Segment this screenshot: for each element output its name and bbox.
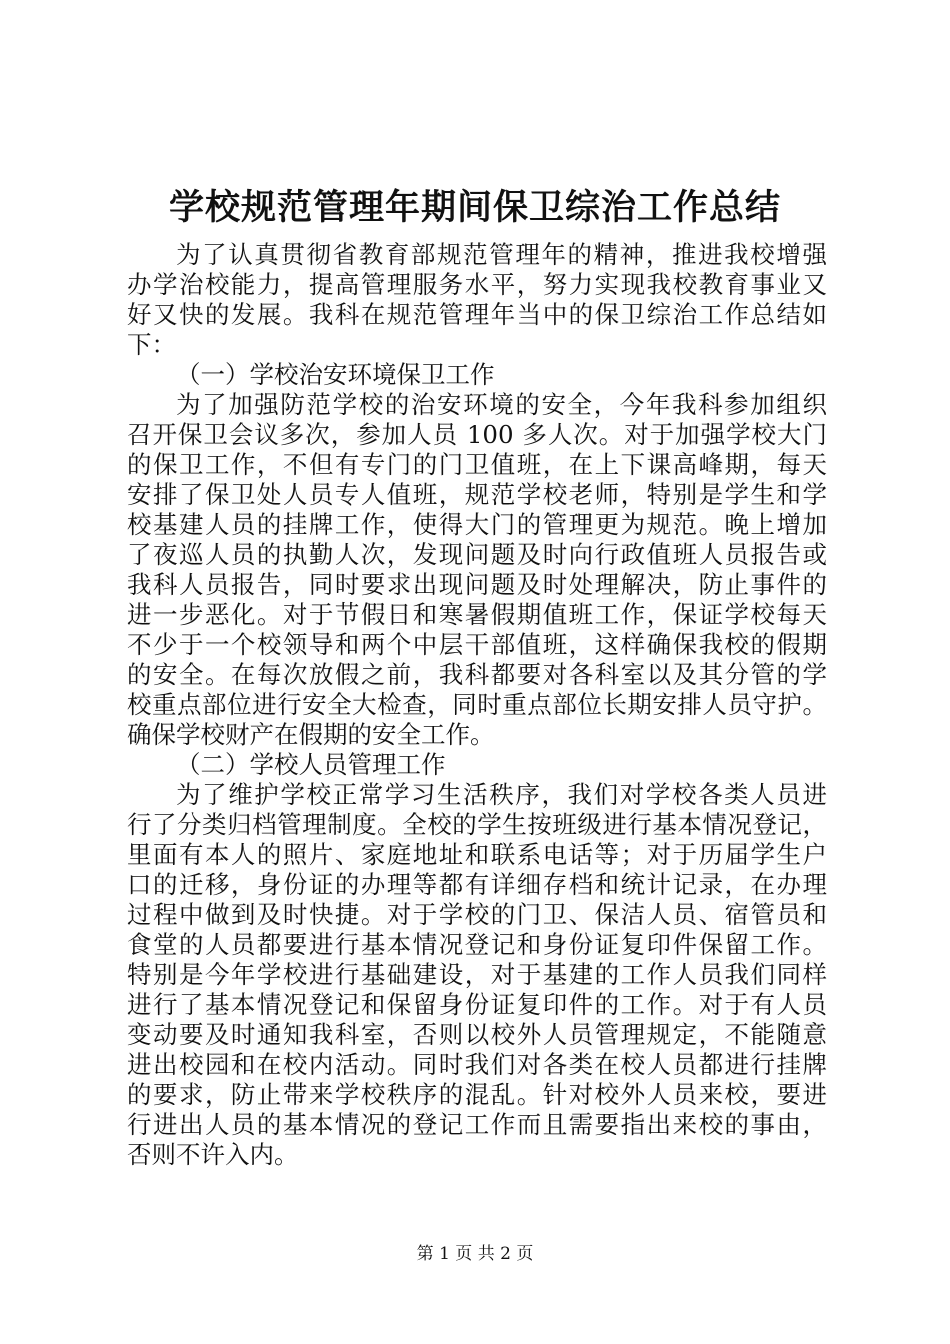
section2-line-8: 进行了基本情况登记和保留身份证复印件的工作。对于有人员	[127, 990, 827, 1019]
section2-line-1: 为了维护学校正常学习生活秩序，我们对学校各类人员进	[176, 780, 827, 809]
section2-line-6: 食堂的人员都要进行基本情况登记和身份证复印件保留工作。	[127, 930, 827, 959]
section1-line-4: 安排了保卫处人员专人值班，规范学校老师，特别是学生和学	[127, 480, 827, 509]
section2-line-12: 行进出人员的基本情况的登记工作而且需要指出来校的事由，	[127, 1110, 827, 1139]
intro-line-4: 下：	[127, 330, 176, 359]
intro-line-2: 办学治校能力，提高管理服务水平，努力实现我校教育事业又	[127, 270, 827, 299]
section1-line-7: 我科人员报告，同时要求出现问题及时处理解决，防止事件的	[127, 570, 827, 599]
section1-line-3: 的保卫工作，不但有专门的门卫值班，在上下课高峰期，每天	[127, 450, 827, 479]
section2-heading: （二）学校人员管理工作	[176, 750, 446, 779]
page-footer: 第 1 页 共 2 页	[416, 1244, 534, 1264]
section1-line-11: 校重点部位进行安全大检查，同时重点部位长期安排人员守护。	[127, 690, 827, 719]
intro-line-1: 为了认真贯彻省教育部规范管理年的精神，推进我校增强	[176, 240, 827, 269]
section2-line-7: 特别是今年学校进行基础建设，对于基建的工作人员我们同样	[127, 960, 827, 989]
section1-line-1: 为了加强防范学校的治安环境的安全，今年我科参加组织	[176, 390, 827, 419]
section1-line-5: 校基建人员的挂牌工作，使得大门的管理更为规范。晚上增加	[127, 510, 827, 539]
section2-line-10: 进出校园和在校内活动。同时我们对各类在校人员都进行挂牌	[127, 1050, 827, 1079]
section1-line-8: 进一步恶化。对于节假日和寒暑假期值班工作，保证学校每天	[127, 600, 827, 629]
section2-line-4: 口的迁移，身份证的办理等都有详细存档和统计记录，在办理	[127, 870, 827, 899]
section1-line-2: 召开保卫会议多次，参加人员 100 多人次。对于加强学校大门	[127, 420, 827, 449]
intro-line-3: 好又快的发展。我科在规范管理年当中的保卫综治工作总结如	[127, 300, 827, 329]
document-body	[127, 240, 827, 1170]
section1-line-12: 确保学校财产在假期的安全工作。	[127, 720, 495, 749]
section1-line-9: 不少于一个校领导和两个中层干部值班，这样确保我校的假期	[127, 630, 827, 659]
section2-line-5: 过程中做到及时快捷。对于学校的门卫、保洁人员、宿管员和	[127, 900, 827, 929]
section1-line-6: 了夜巡人员的执勤人次，发现问题及时向行政值班人员报告或	[127, 540, 827, 569]
section1-line-10: 的安全。在每次放假之前，我科都要对各科室以及其分管的学	[127, 660, 827, 689]
section2-line-9: 变动要及时通知我科室，否则以校外人员管理规定，不能随意	[127, 1020, 827, 1049]
section1-heading: （一）学校治安环境保卫工作	[176, 360, 495, 389]
section2-line-13: 否则不许入内。	[127, 1140, 299, 1169]
section2-line-11: 的要求，防止带来学校秩序的混乱。针对校外人员来校，要进	[127, 1080, 827, 1109]
section2-line-3: 里面有本人的照片、家庭地址和联系电话等；对于历届学生户	[127, 840, 827, 869]
document-title: 学校规范管理年期间保卫综治工作总结	[168, 187, 781, 228]
section2-line-2: 行了分类归档管理制度。全校的学生按班级进行基本情况登记，	[127, 810, 827, 839]
